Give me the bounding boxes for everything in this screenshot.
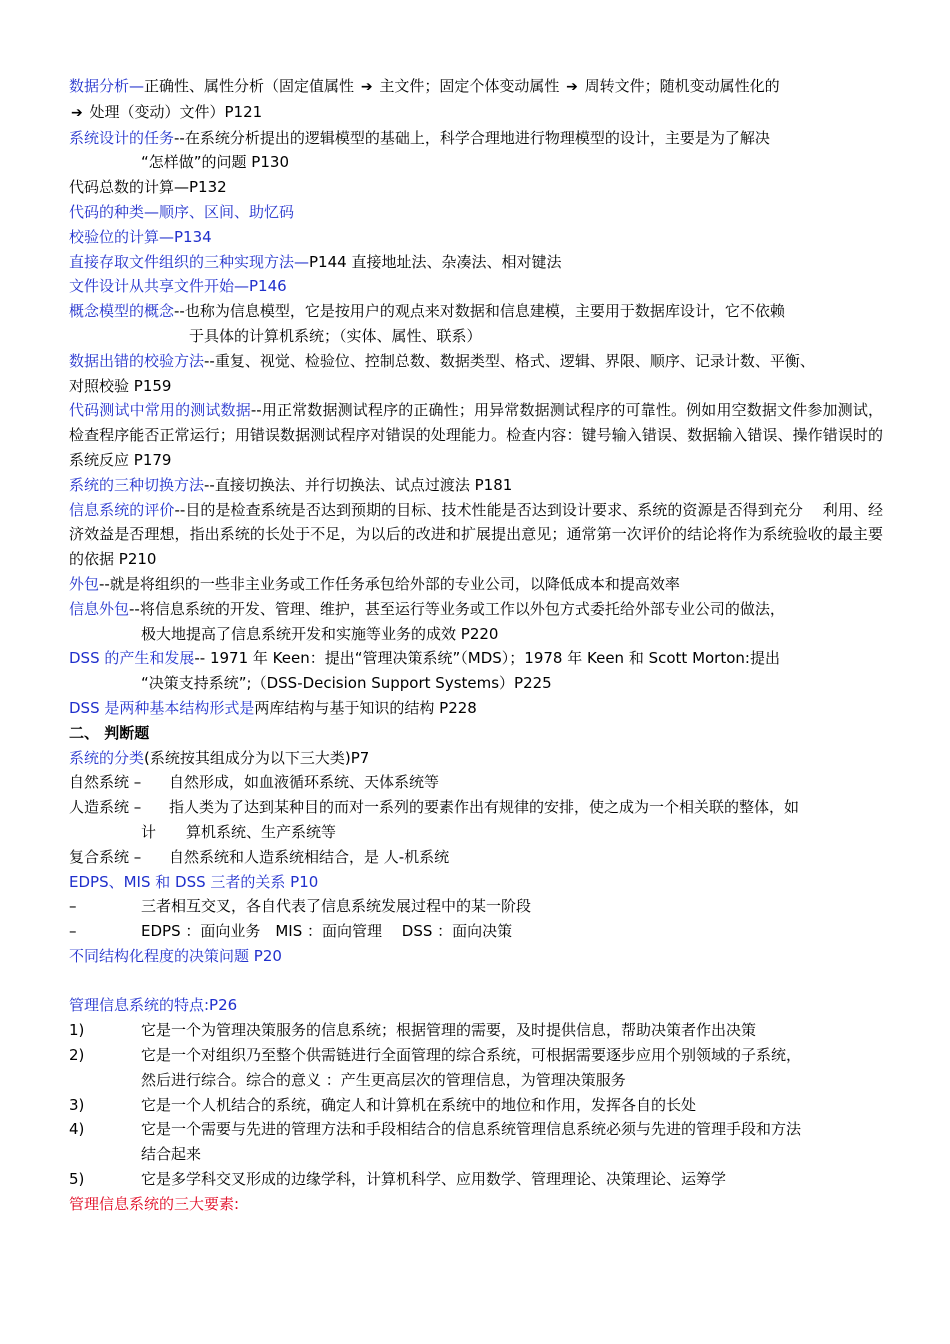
line-code-test-data: 代码测试中常用的测试数据--用正常数据测试程序的正确性；用异常数据测试程序的可靠性。例如用空数据文件参加测试，检查程序能否正常运行；用错误数据测试程序对错误的处理能力。检查内容：键号输入错误、数据输入错误、操作错误时的系统反应 P179 xyxy=(69,401,883,469)
term-switch-methods: 系统的三种切换方法 xyxy=(69,475,205,494)
term-system-classification: 系统的分类 xyxy=(69,748,145,767)
arrow-right-icon: ➔ xyxy=(360,79,373,95)
feature-item-2-cont: 然后进行综合。综合的意义 ：产生更高层次的管理信息，为管理决策服务 xyxy=(141,1070,626,1089)
line-concept-model: 概念模型的概念--也称为信息模型，它是按用户的观点来对数据和信息建模，主要用于数据库设计，它不依赖 xyxy=(69,302,785,321)
line-system-classification: 系统的分类(系统按其组成分为以下三大类)P7 xyxy=(69,748,370,767)
line-data-analysis: 数据分析—正确性、属性分析（固定值属性 ➔ 主文件；固定个体变动属性 ➔ 周转文件；随机变动属性化的 xyxy=(69,77,780,95)
feature-item-5: 5) 它是多学科交叉形成的边缘学科，计算机科学、应用数学、管理理论、决策理论、运筹学 xyxy=(69,1170,727,1189)
line-system-design-task: 系统设计的任务--在系统分析提出的逻辑模型的基础上，科学合理地进行物理模型的设计，主要是为了解决 xyxy=(69,128,770,147)
line-system-evaluation: 信息系统的评价--目的是检查系统是否达到预期的目标、技术性能是否达到设计要求、系统的资源是否得到充分 利用、经济效益是否理想，指出系统的长处于不足，为以后的改进和扩展提出意见；通常第一次评价的结论将作为系统验收的最主要的依据 P210 xyxy=(69,500,883,569)
line-edps-relation-2: – EDPS ：面向业务 MIS ：面向管理 DSS ：面向决策 xyxy=(69,922,513,941)
term-code-test-data: 代码测试中常用的测试数据 xyxy=(69,401,251,420)
feature-item-4: 4) 它是一个需要与先进的管理方法和手段相结合的信息系统管理信息系统必须与先进的管理手段和方法 xyxy=(69,1120,802,1139)
document-page xyxy=(69,74,883,1217)
line-code-count: 代码总数的计算—P132 xyxy=(69,178,227,197)
term-data-analysis: 数据分析— xyxy=(69,77,145,95)
term-system-design-task: 系统设计的任务 xyxy=(69,128,175,147)
line-file-design: 文件设计从共享文件开始—P146 xyxy=(69,277,287,296)
arrow-right-icon: ➔ xyxy=(566,79,578,95)
line-data-analysis-cont: ➔ 处理（变动）文件）P121 xyxy=(71,102,263,121)
feature-item-3: 3) 它是一个人机结合的系统，确定人和计算机在系统中的地位和作用，发挥各自的长处 xyxy=(69,1095,697,1114)
feature-item-2: 2) 它是一个对组织乃至整个供需链进行全面管理的综合系统，可根据需要逐步应用个别领域的子系统， xyxy=(69,1046,802,1065)
feature-item-4-cont: 结合起来 xyxy=(141,1145,202,1164)
line-check-digit: 校验位的计算—P134 xyxy=(69,227,212,246)
term-outsourcing: 外包 xyxy=(69,574,100,593)
term-system-evaluation: 信息系统的评价 xyxy=(69,500,175,519)
section-heading-judgement: 二、 判断题 xyxy=(69,723,150,742)
line-dss-history-cont: “决策支持系统”;（DSS-Decision Support Systems）P225 xyxy=(141,674,552,693)
line-data-error-check-cont: 对照校验 P159 xyxy=(69,376,172,395)
line-artificial-system: 人造系统 – 指人类为了达到某种目的而对一系列的要素作出有规律的安排，使之成为一个相关联的整体，如 xyxy=(69,798,800,817)
line-natural-system: 自然系统 – 自然形成，如血液循环系统、天体系统等 xyxy=(69,773,440,792)
term-direct-access-file: 直接存取文件组织的三种实现方法— xyxy=(69,252,310,271)
line-decision-structure: 不同结构化程度的决策问题 P20 xyxy=(69,946,282,965)
arrow-right-icon: ➔ xyxy=(71,104,83,121)
line-compound-system: 复合系统 – 自然系统和人造系统相结合，是 人-机系统 xyxy=(69,847,450,866)
line-info-outsourcing-cont: 极大地提高了信息系统开发和实施等业务的成效 P220 xyxy=(141,624,499,643)
line-direct-access-file: 直接存取文件组织的三种实现方法—P144 直接地址法、杂凑法、相对键法 xyxy=(69,252,562,271)
line-switch-methods: 系统的三种切换方法--直接切换法、并行切换法、试点过渡法 P181 xyxy=(69,475,513,494)
term-dss-history: DSS 的产生和发展 xyxy=(69,649,195,668)
term-concept-model: 概念模型的概念 xyxy=(69,302,175,321)
line-outsourcing: 外包--就是将组织的一些非主业务或工作任务承包给外部的专业公司，以降低成本和提高效率 xyxy=(69,574,680,593)
line-system-design-task-cont: “怎样做”的问题 P130 xyxy=(141,153,289,172)
term-dss-structure: DSS 是两种基本结构形式是 xyxy=(69,698,255,717)
line-artificial-system-cont: 计 算机系统、生产系统等 xyxy=(141,822,337,841)
line-concept-model-cont: 于具体的计算机系统；（实体、属性、联系） xyxy=(189,326,482,345)
feature-item-1: 1) 它是一个为管理决策服务的信息系统；根据管理的需要，及时提供信息，帮助决策者作出决策 xyxy=(69,1021,757,1040)
line-code-types: 代码的种类—顺序、区间、助忆码 xyxy=(69,202,295,221)
term-info-outsourcing: 信息外包 xyxy=(69,599,130,618)
line-mis-features: 管理信息系统的特点:P26 xyxy=(69,996,238,1015)
line-edps-relation-1: – 三者相互交叉，各自代表了信息系统发展过程中的某一阶段 xyxy=(69,897,532,916)
term-data-error-check: 数据出错的校验方法 xyxy=(69,351,205,370)
line-dss-structure: DSS 是两种基本结构形式是两库结构与基于知识的结构 P228 xyxy=(69,698,477,717)
line-mis-three-elements: 管理信息系统的三大要素: xyxy=(69,1194,240,1213)
line-info-outsourcing: 信息外包--将信息系统的开发、管理、维护，甚至运行等业务或工作以外包方式委托给外部专业公司的做法， xyxy=(69,599,785,618)
line-dss-history: DSS 的产生和发展-- 1971 年 Keen：提出“管理决策系统”（MDS）；1978 年 Keen 和 Scott Morton:提出 xyxy=(69,649,780,668)
line-edps-mis-dss: EDPS、MIS 和 DSS 三者的关系 P10 xyxy=(69,872,319,891)
line-data-error-check: 数据出错的校验方法--重复、视觉、检验位、控制总数、数据类型、格式、逻辑、界限、顺序、记录计数、平衡、 xyxy=(69,351,815,370)
